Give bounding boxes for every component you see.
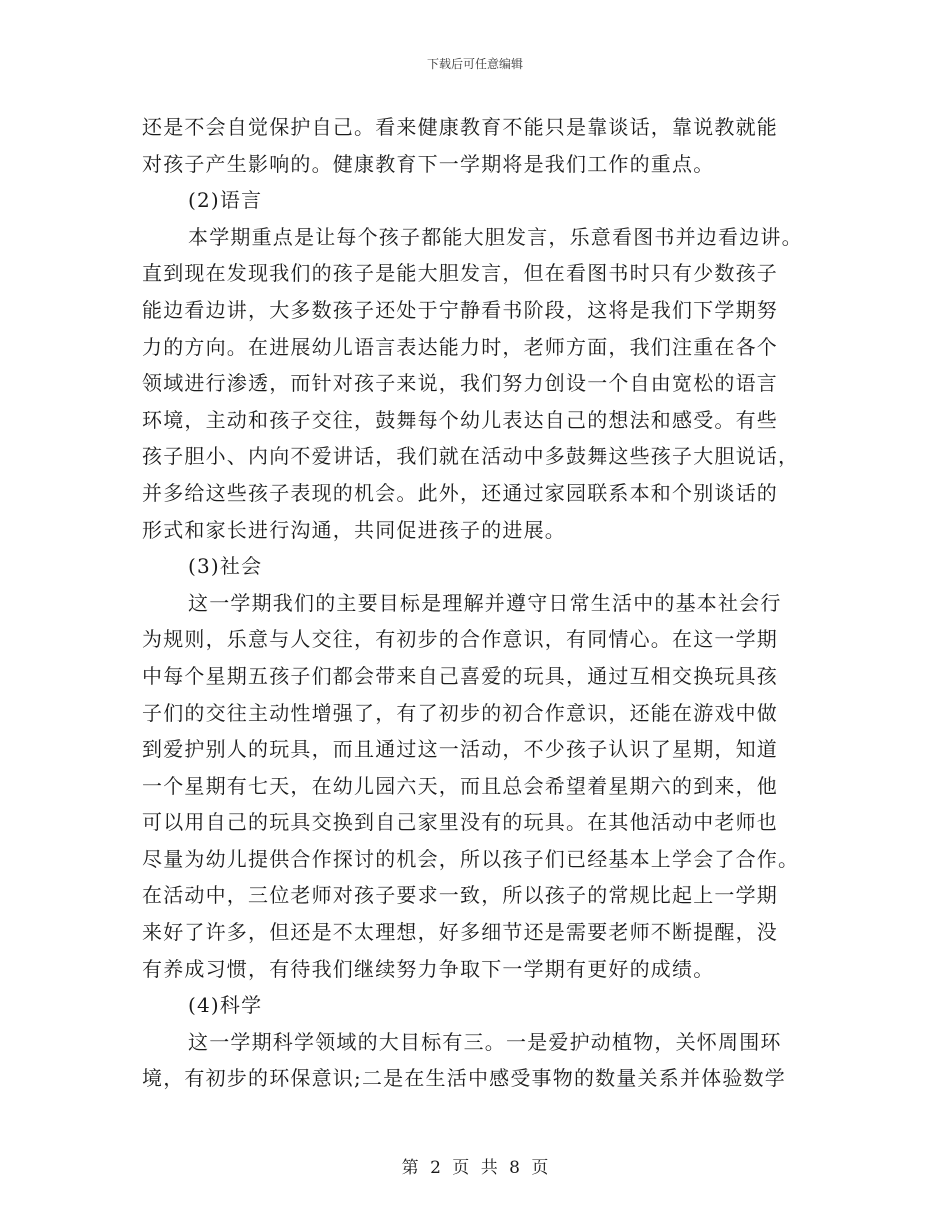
text-line: 直到现在发现我们的孩子是能大胆发言，但在看图书时只有少数孩子 xyxy=(142,261,778,286)
text-line: 形式和家长进行沟通，共同促进孩子的进展。 xyxy=(142,517,566,542)
text-line: 一个星期有七天，在幼儿园六天，而且总会希望着星期六的到来，他 xyxy=(142,773,778,798)
section-heading-social: (3)社会 xyxy=(188,554,263,579)
paragraph-first-line: 本学期重点是让每个孩子都能大胆发言，乐意看图书并边看边讲。 xyxy=(188,224,803,249)
text-line: 对孩子产生影响的。健康教育下一学期将是我们工作的重点。 xyxy=(142,151,715,176)
text-line: 能边看边讲，大多数孩子还处于宁静看书阶段，这将是我们下学期努 xyxy=(142,297,778,322)
text-line: 为规则，乐意与人交往，有初步的合作意识，有同情心。在这一学期 xyxy=(142,627,778,652)
text-line: 来好了许多，但还是不太理想，好多细节还是需要老师不断提醒，没 xyxy=(142,920,778,945)
section-heading-science: (4)科学 xyxy=(188,993,263,1018)
section-heading-language: (2)语言 xyxy=(188,188,263,213)
text-line: 环境，主动和孩子交往，鼓舞每个幼儿表达自己的想法和感受。有些 xyxy=(142,407,778,432)
text-line: 力的方向。在进展幼儿语言表达能力时，老师方面，我们注重在各个 xyxy=(142,334,778,359)
text-line: 孩子胆小、内向不爱讲话，我们就在活动中多鼓舞这些孩子大胆说话， xyxy=(142,444,800,469)
paragraph-first-line: 这一学期科学领域的大目标有三。一是爱护动植物，关怀周围环 xyxy=(188,1029,782,1054)
page-header: 下载后可任意编辑 xyxy=(426,57,523,71)
paragraph-first-line: 这一学期我们的主要目标是理解并遵守日常生活中的基本社会行 xyxy=(188,590,782,615)
document-body xyxy=(142,109,812,1097)
text-line: 境，有初步的环保意识;二是在生活中感受事物的数量关系并体验数学 xyxy=(142,1066,786,1091)
text-line: 在活动中，三位老师对孩子要求一致，所以孩子的常规比起上一学期 xyxy=(142,883,778,908)
text-line: 子们的交往主动性增强了，有了初步的初合作意识，还能在游戏中做 xyxy=(142,700,778,725)
text-line: 尽量为幼儿提供合作探讨的机会，所以孩子们已经基本上学会了合作。 xyxy=(142,846,800,871)
text-line: 中每个星期五孩子们都会带来自己喜爱的玩具，通过互相交换玩具孩 xyxy=(142,663,778,688)
text-line: 并多给这些孩子表现的机会。此外，还通过家园联系本和个别谈话的 xyxy=(142,480,778,505)
text-line: 还是不会自觉保护自己。看来健康教育不能只是靠谈话，靠说教就能 xyxy=(142,115,778,139)
page-number-footer: 第 2 页 共 8 页 xyxy=(401,1158,549,1178)
text-line: 到爱护别人的玩具，而且通过这一活动，不少孩子认识了星期，知道 xyxy=(142,737,778,762)
text-line: 可以用自己的玩具交换到自己家里没有的玩具。在其他活动中老师也 xyxy=(142,810,778,835)
text-line: 领域进行渗透，而针对孩子来说，我们努力创设一个自由宽松的语言 xyxy=(142,371,778,396)
text-line: 有养成习惯，有待我们继续努力争取下一学期有更好的成绩。 xyxy=(142,956,715,981)
